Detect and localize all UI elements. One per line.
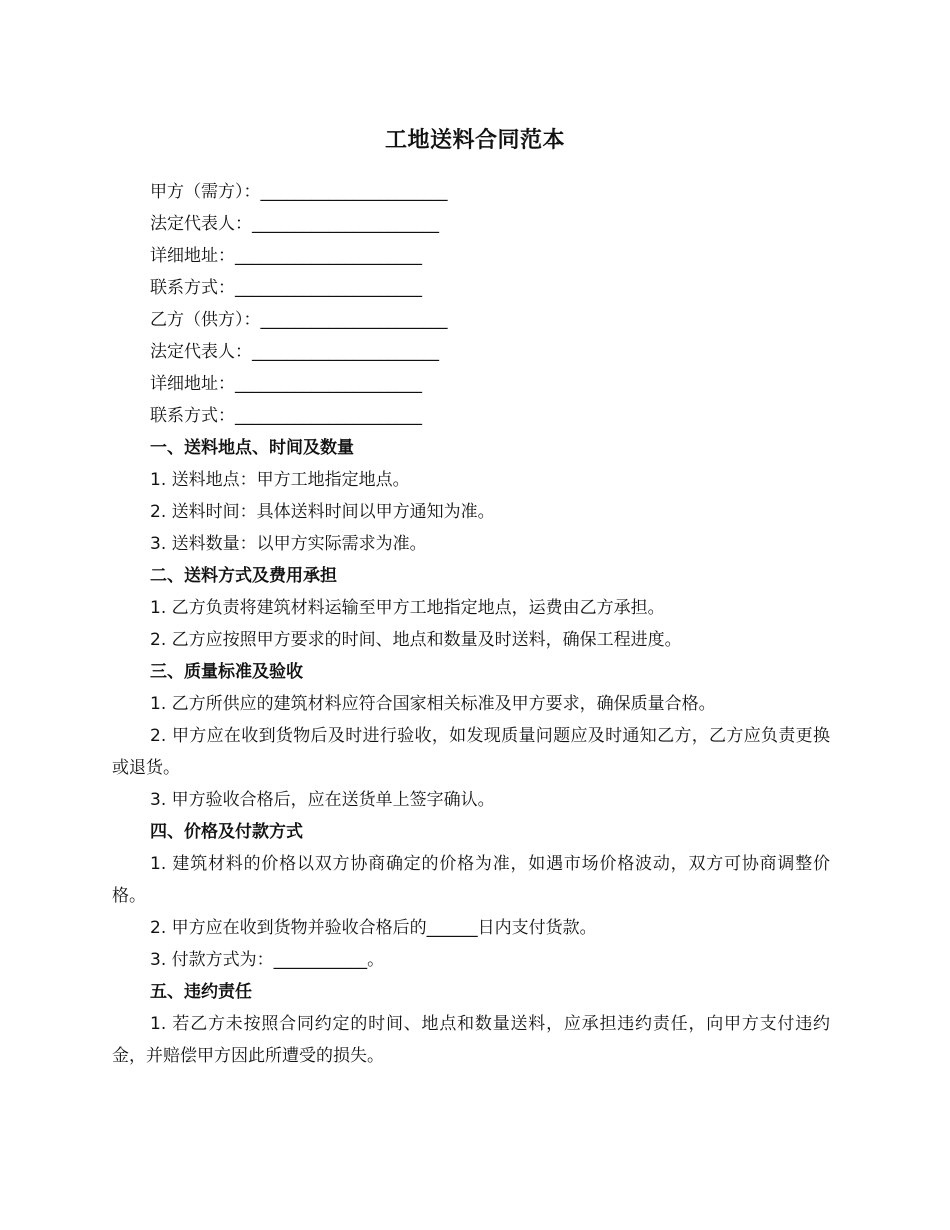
clause: 1. 送料地点：甲方工地指定地点。: [150, 470, 410, 490]
clause: 1. 建筑材料的价格以双方协商确定的价格为准，如遇市场价格波动，双方可协商调整价格。: [112, 854, 830, 906]
party-b-address-field: 详细地址：______________________: [150, 374, 422, 394]
clause: 3. 甲方验收合格后，应在送货单上签字确认。: [150, 790, 495, 810]
section-heading: 四、价格及付款方式: [150, 822, 303, 842]
clause: 3. 送料数量：以甲方实际需求为准。: [150, 534, 427, 554]
party-a-legal-rep-field: 法定代表人：______________________: [150, 214, 439, 234]
document-body: [112, 176, 830, 1072]
party-b-name-field: 乙方（供方）：______________________: [150, 310, 448, 330]
section-heading: 五、违约责任: [150, 982, 252, 1002]
clause: 2. 甲方应在收到货物后及时进行验收，如发现质量问题应及时通知乙方，乙方应负责更换或退货。: [112, 726, 830, 778]
section-heading: 一、送料地点、时间及数量: [150, 438, 354, 458]
party-b-contact-field: 联系方式：______________________: [150, 406, 422, 426]
party-a-contact-field: 联系方式：______________________: [150, 278, 422, 298]
party-a-name-field: 甲方（需方）：______________________: [150, 182, 448, 202]
party-b-legal-rep-field: 法定代表人：______________________: [150, 342, 439, 362]
clause: 2. 乙方应按照甲方要求的时间、地点和数量及时送料，确保工程进度。: [150, 630, 682, 650]
clause: 2. 甲方应在收到货物并验收合格后的______日内支付货款。: [150, 918, 597, 938]
clause: 1. 乙方所供应的建筑材料应符合国家相关标准及甲方要求，确保质量合格。: [150, 694, 716, 714]
document-title: 工地送料合同范本: [384, 128, 565, 153]
clause: 1. 乙方负责将建筑材料运输至甲方工地指定地点，运费由乙方承担。: [150, 598, 665, 618]
clause: 1. 若乙方未按照合同约定的时间、地点和数量送料，应承担违约责任，向甲方支付违约金，并赔偿甲方因此所遭受的损失。: [112, 1014, 830, 1066]
section-heading: 三、质量标准及验收: [150, 662, 303, 682]
clause: 3. 付款方式为：___________。: [150, 950, 385, 970]
party-a-address-field: 详细地址：______________________: [150, 246, 422, 266]
clause: 2. 送料时间：具体送料时间以甲方通知为准。: [150, 502, 495, 522]
section-heading: 二、送料方式及费用承担: [150, 566, 337, 586]
